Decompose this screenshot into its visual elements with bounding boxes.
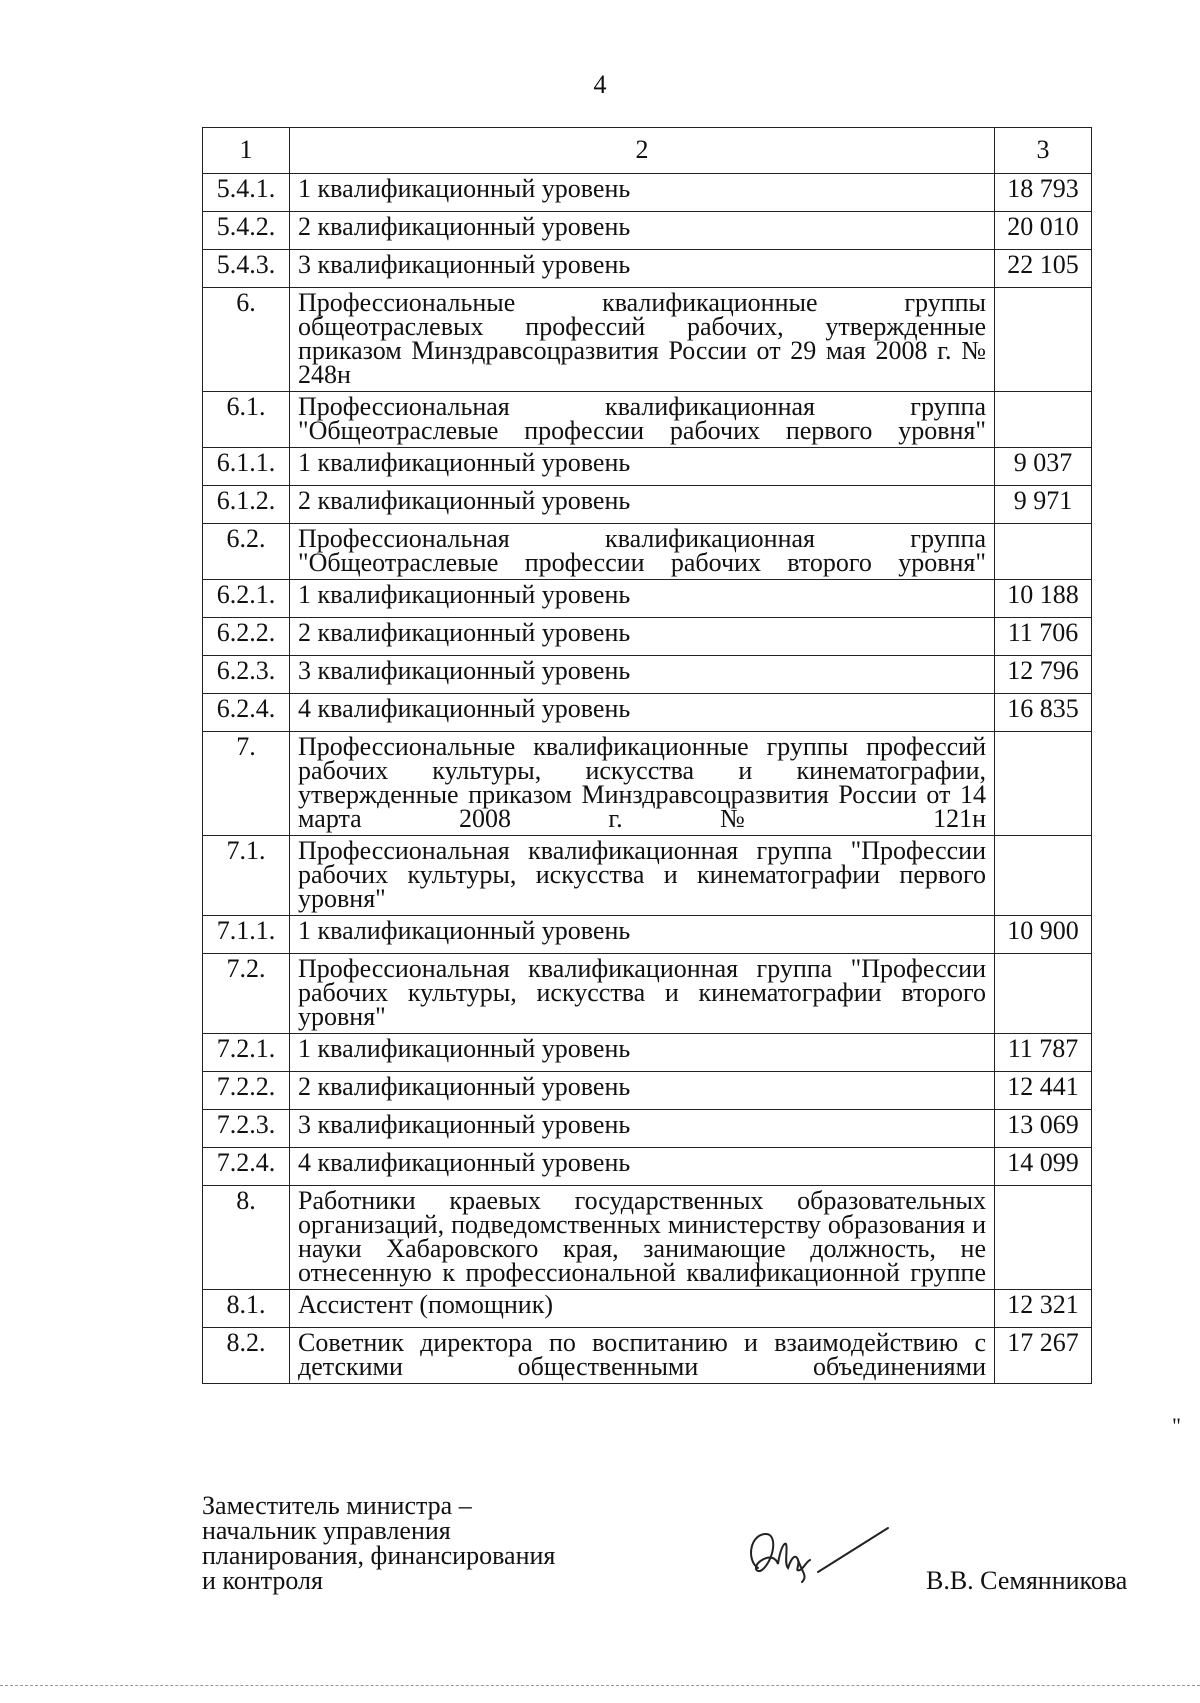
- row-title: 4 квалификационный уровень: [290, 1148, 995, 1186]
- table-row: [203, 618, 1092, 656]
- row-salary-value: 22 105: [995, 250, 1092, 288]
- row-title: Ассистент (помощник): [290, 1290, 995, 1328]
- header-col-3: 3: [995, 128, 1092, 174]
- row-salary-value: [995, 732, 1092, 836]
- row-number: 7.2.1.: [203, 1034, 290, 1072]
- row-salary-value: 14 099: [995, 1148, 1092, 1186]
- row-number: 7.2.: [203, 954, 290, 1034]
- table-row: [203, 694, 1092, 732]
- row-title: 1 квалификационный уровень: [290, 174, 995, 212]
- table-row: [203, 916, 1092, 954]
- row-title: 1 квалификационный уровень: [290, 448, 995, 486]
- table-row: [203, 392, 1092, 448]
- table-row: [203, 836, 1092, 916]
- row-title: Профессиональные квалификационные группы общеотраслевых профессий рабочих, утвержденные приказом Минздравсоцразвития России от 29 мая 2008 г. № 248н: [290, 288, 995, 392]
- row-number: 5.4.3.: [203, 250, 290, 288]
- row-salary-value: 11 787: [995, 1034, 1092, 1072]
- position-line: планирования, финансирования: [202, 1541, 556, 1570]
- table-row: [203, 212, 1092, 250]
- row-title: 2 квалификационный уровень: [290, 212, 995, 250]
- table-row: [203, 448, 1092, 486]
- row-salary-value: 12 441: [995, 1072, 1092, 1110]
- row-title: Профессиональная квалификационная группа "Общеотраслевые профессии рабочих второго уровня": [290, 524, 995, 580]
- table-row: [203, 1110, 1092, 1148]
- row-number: 6.2.: [203, 524, 290, 580]
- row-title: Профессиональная квалификационная группа "Общеотраслевые профессии рабочих первого уровня": [290, 392, 995, 448]
- row-number: 6.2.1.: [203, 580, 290, 618]
- row-title: 3 квалификационный уровень: [290, 250, 995, 288]
- row-number: 6.1.2.: [203, 486, 290, 524]
- row-number: 8.2.: [203, 1328, 290, 1384]
- row-title: 2 квалификационный уровень: [290, 486, 995, 524]
- row-number: 6.1.1.: [203, 448, 290, 486]
- row-title: Советник директора по воспитанию и взаимодействию с детскими общественными объединениями: [290, 1328, 995, 1384]
- row-number: 7.2.4.: [203, 1148, 290, 1186]
- table-row: [203, 288, 1092, 392]
- row-salary-value: 20 010: [995, 212, 1092, 250]
- row-number: 5.4.1.: [203, 174, 290, 212]
- row-salary-value: [995, 836, 1092, 916]
- table-row: [203, 1072, 1092, 1110]
- row-number: 8.: [203, 1186, 290, 1290]
- row-number: 6.1.: [203, 392, 290, 448]
- row-salary-value: 11 706: [995, 618, 1092, 656]
- row-title: Профессиональная квалификационная группа "Профессии рабочих культуры, искусства и кинематографии второго уровня": [290, 954, 995, 1034]
- table-row: [203, 656, 1092, 694]
- row-number: 7.: [203, 732, 290, 836]
- table-row: [203, 1148, 1092, 1186]
- position-line: начальник управления: [202, 1516, 451, 1545]
- table-row: [203, 580, 1092, 618]
- row-salary-value: 13 069: [995, 1110, 1092, 1148]
- row-salary-value: [995, 392, 1092, 448]
- row-title: Работники краевых государственных образовательных организаций, подведомственных министерству образования и науки Хабаровского края, занимающие должность, не отнесенную к профессиональной квалификационной группе: [290, 1186, 995, 1290]
- row-title: 1 квалификационный уровень: [290, 916, 995, 954]
- row-salary-value: [995, 954, 1092, 1034]
- position-line: и контроля: [202, 1566, 323, 1595]
- header-col-2: 2: [290, 128, 995, 174]
- handwritten-signature: [740, 1520, 900, 1595]
- signer-name: В.В. Семянникова: [926, 1566, 1128, 1595]
- row-number: 6.2.2.: [203, 618, 290, 656]
- row-salary-value: 10 188: [995, 580, 1092, 618]
- row-number: 6.: [203, 288, 290, 392]
- row-number: 7.2.3.: [203, 1110, 290, 1148]
- table-row: [203, 1328, 1092, 1384]
- row-salary-value: [995, 288, 1092, 392]
- row-salary-value: [995, 524, 1092, 580]
- row-number: 5.4.2.: [203, 212, 290, 250]
- row-salary-value: 17 267: [995, 1328, 1092, 1384]
- table-row: [203, 524, 1092, 580]
- row-salary-value: 10 900: [995, 916, 1092, 954]
- salary-table: [202, 127, 1092, 1384]
- row-salary-value: 16 835: [995, 694, 1092, 732]
- table-row: [203, 1186, 1092, 1290]
- table-row: [203, 486, 1092, 524]
- row-number: 7.2.2.: [203, 1072, 290, 1110]
- row-title: 3 квалификационный уровень: [290, 656, 995, 694]
- row-salary-value: 12 796: [995, 656, 1092, 694]
- row-number: 7.1.1.: [203, 916, 290, 954]
- scan-edge-divider: [0, 1685, 1200, 1686]
- row-title: 2 квалификационный уровень: [290, 1072, 995, 1110]
- row-title: 1 квалификационный уровень: [290, 1034, 995, 1072]
- table-row: [203, 1034, 1092, 1072]
- table-row: [203, 954, 1092, 1034]
- table-row: [203, 1290, 1092, 1328]
- signatory-position: [202, 1493, 555, 1593]
- page-number: 4: [593, 70, 607, 99]
- row-number: 6.2.3.: [203, 656, 290, 694]
- row-salary-value: 9 971: [995, 486, 1092, 524]
- row-salary-value: 18 793: [995, 174, 1092, 212]
- row-title: Профессиональные квалификационные группы профессий рабочих культуры, искусства и кинематографии, утвержденные приказом Минздравсоцразвития России от 14 марта 2008 г. № 121н: [290, 732, 995, 836]
- table-row: [203, 174, 1092, 212]
- row-title: 3 квалификационный уровень: [290, 1110, 995, 1148]
- row-salary-value: 12 321: [995, 1290, 1092, 1328]
- row-number: 8.1.: [203, 1290, 290, 1328]
- row-title: 1 квалификационный уровень: [290, 580, 995, 618]
- row-title: 4 квалификационный уровень: [290, 694, 995, 732]
- row-title: 2 квалификационный уровень: [290, 618, 995, 656]
- row-title: Профессиональная квалификационная группа "Профессии рабочих культуры, искусства и кинематографии первого уровня": [290, 836, 995, 916]
- closing-quote: ": [1172, 1413, 1181, 1438]
- header-col-1: 1: [203, 128, 290, 174]
- table-row: [203, 732, 1092, 836]
- table-row: [203, 250, 1092, 288]
- position-line: Заместитель министра –: [202, 1491, 472, 1520]
- table-header-row: [203, 128, 1092, 174]
- table-body: [203, 128, 1092, 1384]
- row-salary-value: 9 037: [995, 448, 1092, 486]
- row-salary-value: [995, 1186, 1092, 1290]
- row-number: 6.2.4.: [203, 694, 290, 732]
- row-number: 7.1.: [203, 836, 290, 916]
